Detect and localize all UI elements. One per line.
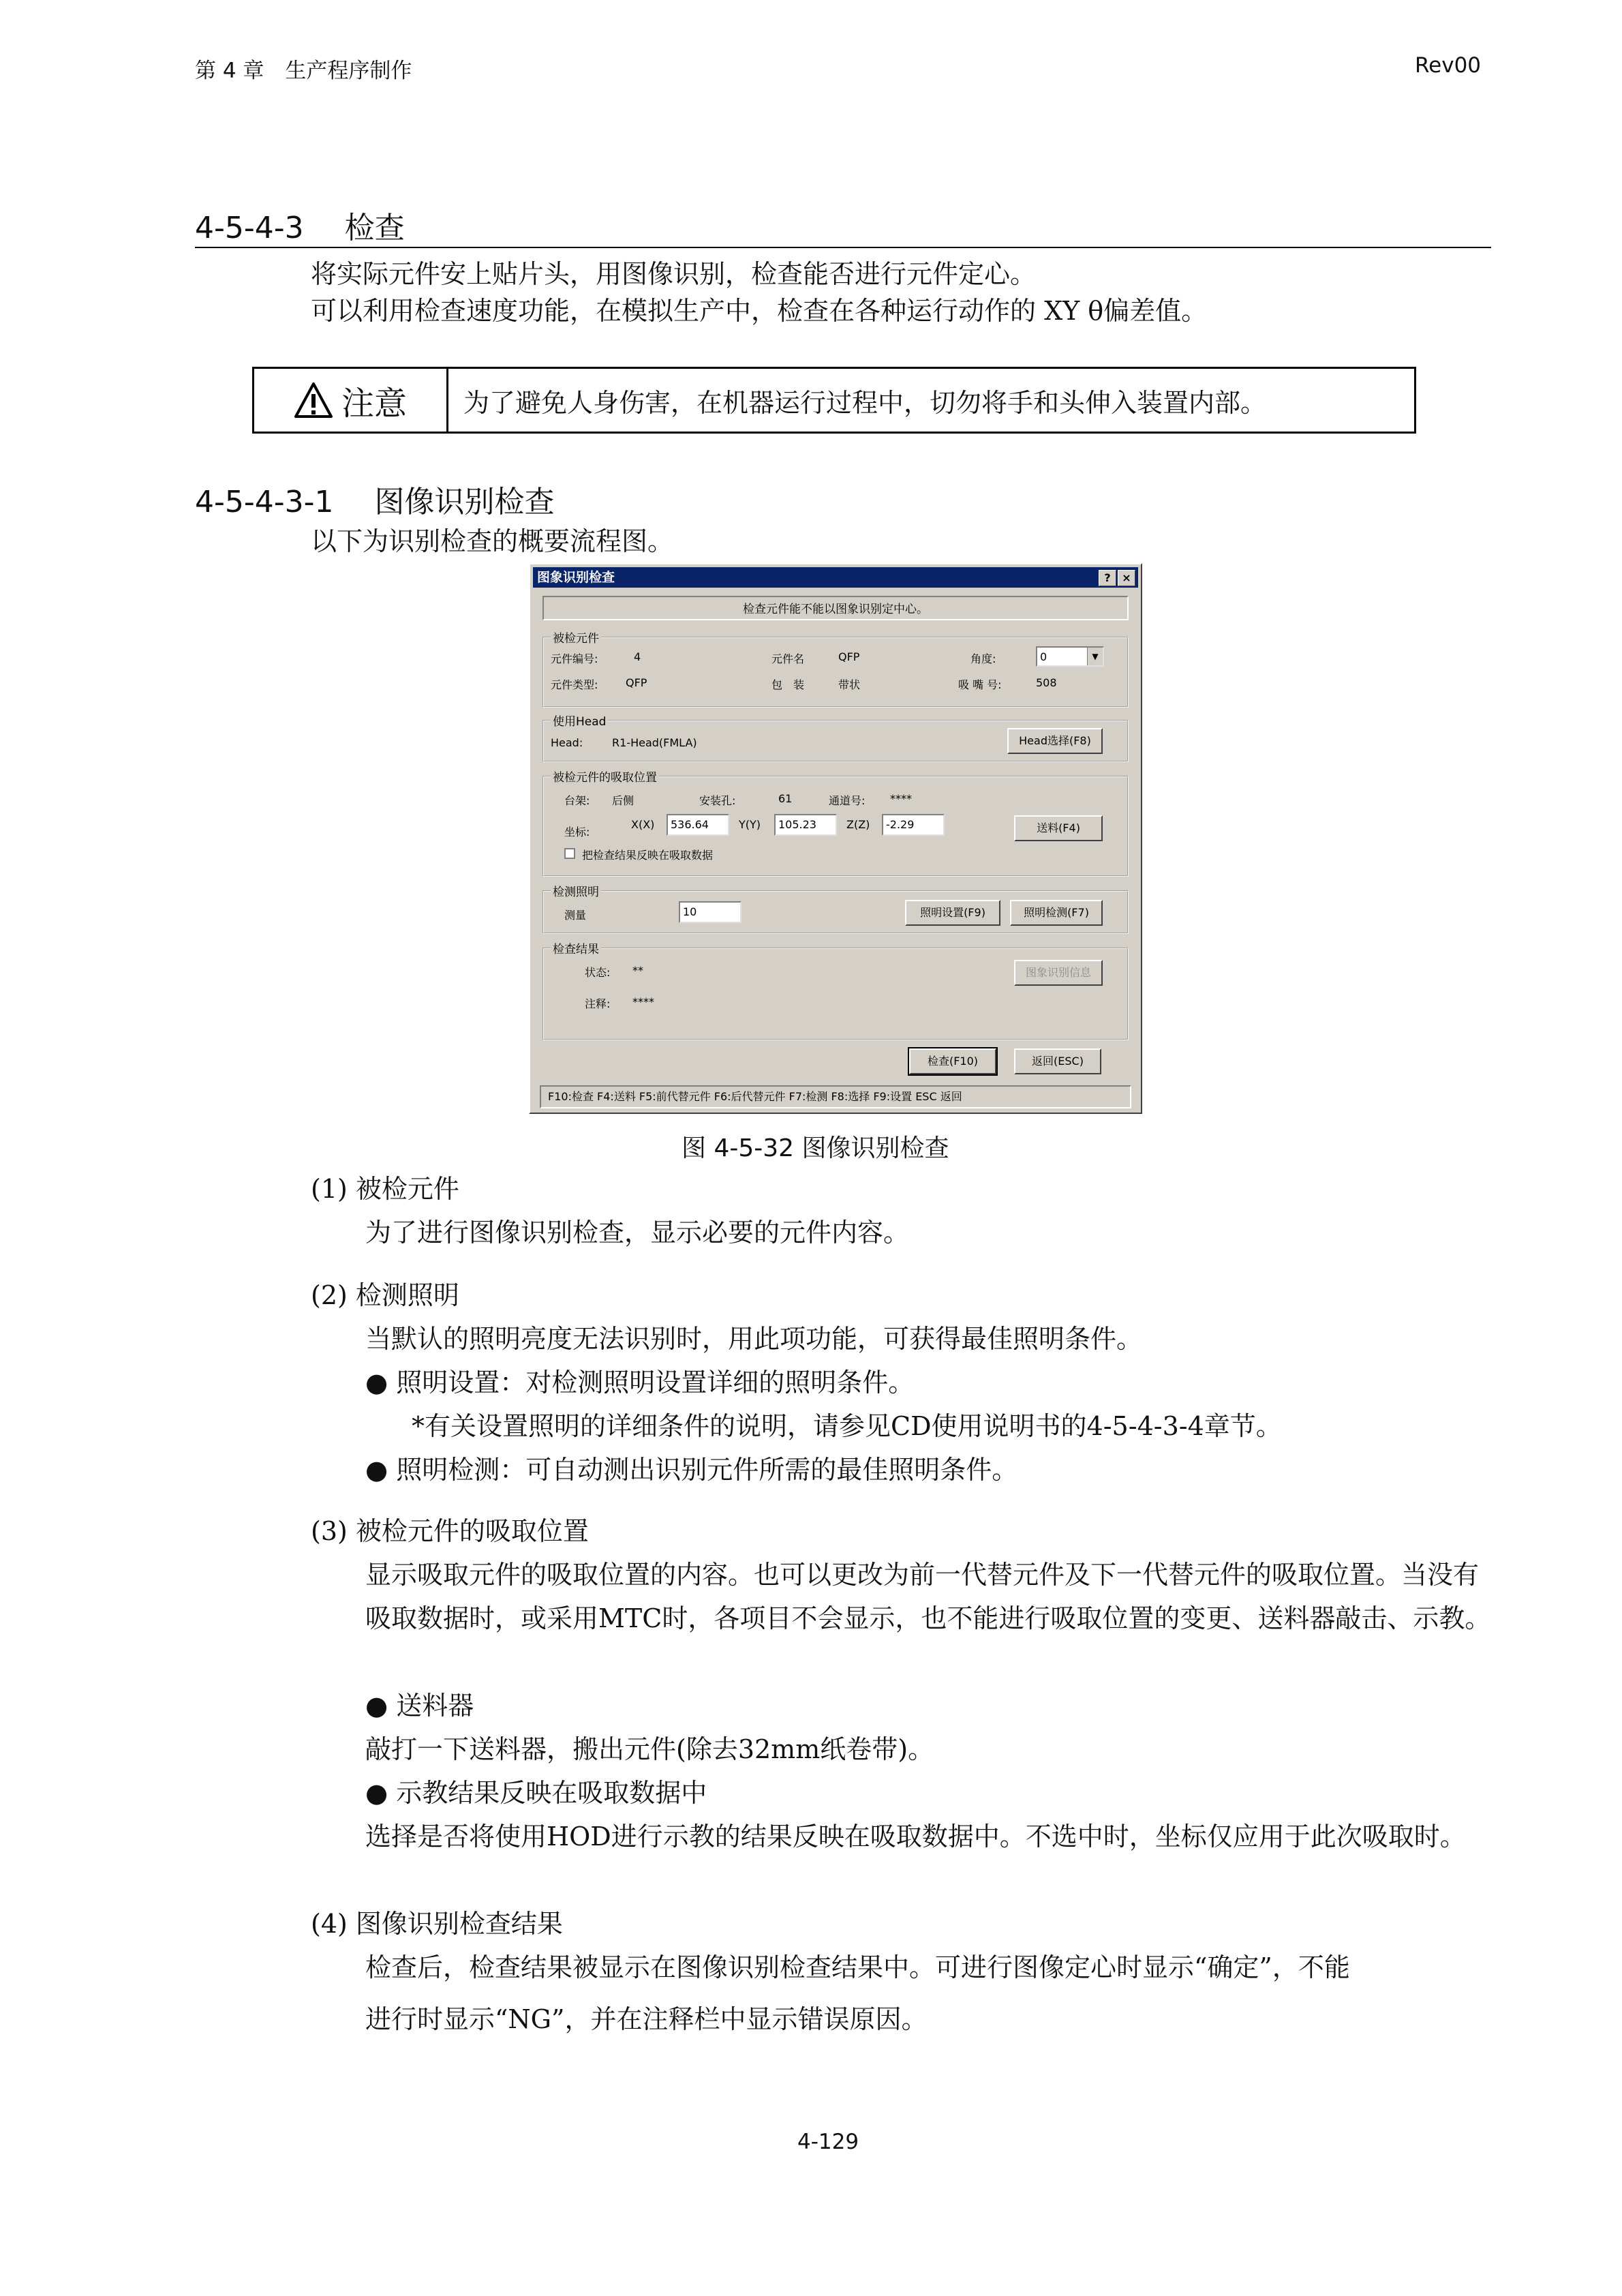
caution-label: 注意 — [341, 384, 407, 423]
part-name-label: 元件名 — [771, 652, 805, 665]
head-value: R1-Head(FMLA) — [612, 736, 697, 749]
figure-caption: 图 4-5-32 图像识别检查 — [682, 1134, 949, 1162]
hole-label: 安装孔: — [699, 794, 736, 807]
package-value: 带状 — [838, 678, 861, 691]
x-field[interactable]: 536.64 — [667, 814, 729, 836]
help-button[interactable]: ? — [1099, 570, 1116, 586]
item3-bullet-1-text: 敲打一下送料器，搬出元件(除去32mm纸卷带)。 — [365, 1734, 934, 1764]
lane-value: **** — [890, 792, 912, 805]
angle-label: 角度: — [970, 652, 996, 665]
item1-text: 为了进行图像识别检查，显示必要的元件内容。 — [365, 1218, 910, 1248]
nozzle-label: 吸 嘴 号: — [958, 678, 1002, 691]
section-line-2: 可以利用检查速度功能，在模拟生产中，检查在各种运行动作的 XY θ偏差值。 — [311, 296, 1208, 326]
subsection-heading — [195, 477, 554, 521]
group-component-label: 被检元件 — [551, 629, 601, 646]
feed-button[interactable]: 送料(F4) — [1014, 815, 1103, 841]
warning-icon — [294, 382, 333, 419]
measure-label: 测量 — [564, 909, 587, 922]
x-label: X(X) — [631, 818, 655, 831]
coord-label: 坐标: — [564, 826, 590, 839]
angle-value: 0 — [1040, 650, 1047, 663]
light-detect-button[interactable]: 照明检测(F7) — [1010, 900, 1103, 926]
group-head-label: 使用Head — [551, 712, 608, 729]
group-pickup — [542, 771, 1129, 877]
item4-text-1: 检查后，检查结果被显示在图像识别检查结果中。可进行图像定心时显示“确定”，不能 — [365, 1952, 1350, 1982]
group-component — [542, 632, 1129, 708]
item4-title: (4) 图像识别检查结果 — [311, 1909, 563, 1939]
caution-box — [252, 367, 1416, 434]
item3-bullet-2-text: 选择是否将使用HOD进行示教的结果反映在吸取数据中。不选中时，坐标仅应用于此次吸取时。 — [365, 1822, 1466, 1852]
type-label: 元件类型: — [551, 678, 598, 691]
caution-text: 为了避免人身伤害，在机器运行过程中，切勿将手和头伸入装置内部。 — [463, 387, 1267, 418]
lane-label: 通道号: — [829, 794, 866, 807]
check-button[interactable]: 检查(F10) — [909, 1048, 996, 1074]
dialog-message: 检查元件能不能以图象识别定中心。 — [542, 596, 1129, 620]
group-light-label: 检测照明 — [551, 882, 601, 899]
comment-label: 注释: — [585, 997, 611, 1010]
part-name-value: QFP — [838, 650, 860, 663]
status-label: 状态: — [585, 966, 611, 979]
z-label: Z(Z) — [846, 818, 870, 831]
item2-text: 当默认的照明亮度无法识别时，用此项功能，可获得最佳照明条件。 — [365, 1324, 1143, 1354]
subsection-number: 4-5-4-3-1 — [195, 485, 334, 519]
dialog-title: 图象识别检查 — [537, 570, 615, 585]
y-label: Y(Y) — [739, 818, 761, 831]
table-label: 台架: — [564, 794, 590, 807]
status-value: ** — [632, 964, 643, 977]
group-pickup-label: 被检元件的吸取位置 — [551, 768, 659, 785]
hole-value: 61 — [778, 792, 793, 805]
part-no-label: 元件编号: — [551, 652, 598, 665]
dialog-titlebar — [533, 567, 1138, 588]
group-result-label: 检查结果 — [551, 939, 601, 956]
measure-field[interactable]: 10 — [679, 901, 741, 923]
item3-text: 显示吸取元件的吸取位置的内容。也可以更改为前一代替元件及下一代替元件的吸取位置。当没有吸取数据时，或采用MTC时，各项目不会显示，也不能进行吸取位置的变更、送料器敲击、示教。 — [365, 1560, 1491, 1633]
recognition-info-button[interactable]: 图象识别信息 — [1014, 960, 1103, 986]
section-title: 检查 — [344, 211, 405, 245]
item2-note: *有关设置照明的详细条件的说明，请参见CD使用说明书的4-5-4-3-4章节。 — [412, 1411, 1282, 1441]
revision-label: Rev00 — [1415, 53, 1482, 78]
head-select-button[interactable]: Head选择(F8) — [1007, 728, 1103, 754]
image-recognition-dialog — [529, 563, 1142, 1114]
table-value: 后侧 — [612, 794, 634, 807]
section-line-1: 将实际元件安上贴片头，用图像识别，检查能否进行元件定心。 — [311, 259, 1037, 289]
group-head — [542, 715, 1129, 762]
chapter-header: 第 4 章 生产程序制作 — [195, 59, 412, 83]
nozzle-value: 508 — [1036, 676, 1057, 689]
item3-bullet-2: ● 示教结果反映在吸取数据中 — [365, 1778, 707, 1808]
group-result — [542, 943, 1129, 1040]
chevron-down-icon[interactable]: ▼ — [1087, 648, 1103, 665]
reflect-checkbox-label: 把检查结果反映在吸取数据 — [582, 849, 714, 862]
close-button[interactable]: × — [1118, 570, 1135, 586]
caution-label-cell — [254, 369, 448, 432]
dialog-statusbar: F10:检查 F4:送料 F5:前代替元件 F6:后代替元件 F7:检测 F8:选择 F9:设置 ESC 返回 — [540, 1085, 1131, 1108]
part-no-value: 4 — [634, 650, 641, 663]
reflect-checkbox[interactable] — [564, 848, 575, 859]
section-rule — [195, 247, 1491, 248]
item3-bullet-1: ● 送料器 — [365, 1691, 474, 1721]
comment-value: **** — [632, 995, 654, 1008]
subsection-intro: 以下为识别检查的概要流程图。 — [311, 526, 674, 556]
light-setting-button[interactable]: 照明设置(F9) — [905, 900, 1000, 926]
section-heading — [195, 203, 405, 247]
angle-select[interactable] — [1036, 646, 1104, 667]
z-field[interactable]: -2.29 — [882, 814, 945, 836]
group-light — [542, 886, 1129, 934]
type-value: QFP — [626, 676, 647, 689]
return-button[interactable]: 返回(ESC) — [1014, 1048, 1101, 1074]
item2-title: (2) 检测照明 — [311, 1280, 459, 1310]
package-label: 包 装 — [771, 678, 805, 691]
section-number: 4-5-4-3 — [195, 211, 304, 245]
page-number: 4-129 — [797, 2130, 859, 2154]
item2-bullet-2: ● 照明检测：可自动测出识别元件所需的最佳照明条件。 — [365, 1455, 1018, 1485]
item4-text-2: 进行时显示“NG”，并在注释栏中显示错误原因。 — [365, 2004, 928, 2034]
item1-title: (1) 被检元件 — [311, 1174, 459, 1204]
subsection-title: 图像识别检查 — [374, 485, 555, 519]
head-label: Head: — [551, 736, 583, 749]
y-field[interactable]: 105.23 — [774, 814, 837, 836]
item3-title: (3) 被检元件的吸取位置 — [311, 1516, 589, 1546]
item2-bullet-1: ● 照明设置：对检测照明设置详细的照明条件。 — [365, 1368, 915, 1398]
